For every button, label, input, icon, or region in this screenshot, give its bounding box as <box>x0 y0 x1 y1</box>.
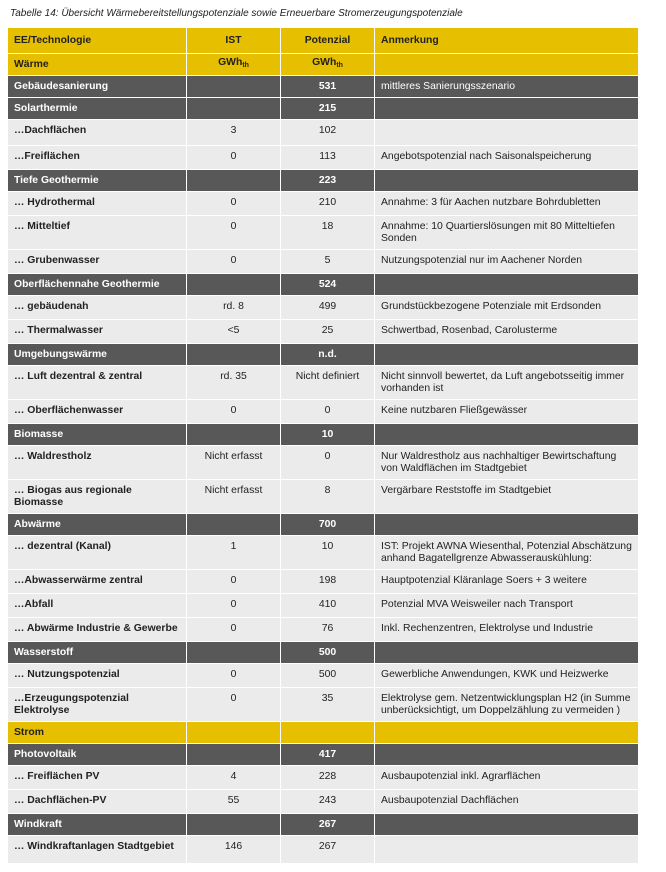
header-subrow <box>8 54 638 76</box>
cell-technology: …Dachflächen <box>8 120 186 146</box>
cell-potenzial: 215 <box>280 98 374 120</box>
potential-table <box>8 28 638 864</box>
table-row <box>8 570 638 594</box>
cell-anmerkung: mittleres Sanierungsszenario <box>374 76 638 98</box>
header-sub-waerme: Wärme <box>8 54 186 76</box>
cell-ist: 0 <box>186 594 280 618</box>
cell-technology: …Abwasserwärme zentral <box>8 570 186 594</box>
cell-technology: … Abwärme Industrie & Gewerbe <box>8 618 186 642</box>
table-row <box>8 192 638 216</box>
cell-anmerkung <box>374 120 638 146</box>
cell-potenzial: n.d. <box>280 344 374 366</box>
section-row <box>8 744 638 766</box>
cell-ist: <5 <box>186 320 280 344</box>
cell-anmerkung: Grundstückbezogene Potenziale mit Erdsonden <box>374 296 638 320</box>
cell-anmerkung: Annahme: 3 für Aachen nutzbare Bohrdubletten <box>374 192 638 216</box>
cell-ist: 0 <box>186 688 280 722</box>
cell-anmerkung <box>374 274 638 296</box>
cell-potenzial: 500 <box>280 642 374 664</box>
cell-anmerkung: Nur Waldrestholz aus nachhaltiger Bewirtschaftung von Waldflächen im Stadtgebiet <box>374 446 638 480</box>
table-row <box>8 320 638 344</box>
unit-base: GWh <box>218 57 243 68</box>
section-row <box>8 170 638 192</box>
cell-potenzial: 102 <box>280 120 374 146</box>
cell-ist: rd. 8 <box>186 296 280 320</box>
cell-technology: … Windkraftanlagen Stadtgebiet <box>8 836 186 864</box>
section-row <box>8 814 638 836</box>
cell-technology: … Hydrothermal <box>8 192 186 216</box>
cell-potenzial: 210 <box>280 192 374 216</box>
section-row <box>8 98 638 120</box>
cell-potenzial: 267 <box>280 836 374 864</box>
cell-potenzial: 500 <box>280 664 374 688</box>
cell-ist: rd. 35 <box>186 366 280 400</box>
cell-potenzial: 700 <box>280 514 374 536</box>
header-row <box>8 28 638 54</box>
cell-potenzial: 198 <box>280 570 374 594</box>
cell-ist: 55 <box>186 790 280 814</box>
cell-technology: … Nutzungspotenzial <box>8 664 186 688</box>
cell-ist <box>186 98 280 120</box>
cell-technology: … Thermalwasser <box>8 320 186 344</box>
cell-anmerkung: Elektrolyse gem. Netzentwicklungsplan H2 (in Summe unberücksichtigt, um Doppelzählung zu vermeiden ) <box>374 688 638 722</box>
unit-base: GWh <box>312 57 337 68</box>
cell-anmerkung <box>374 98 638 120</box>
cell-technology: Oberflächennahe Geothermie <box>8 274 186 296</box>
cell-anmerkung: Nutzungspotenzial nur im Aachener Norden <box>374 250 638 274</box>
cell-potenzial: 0 <box>280 400 374 424</box>
cell-ist: 0 <box>186 664 280 688</box>
cell-potenzial: 8 <box>280 480 374 514</box>
cell-potenzial: Nicht definiert <box>280 366 374 400</box>
table-row <box>8 688 638 722</box>
cell-ist: 0 <box>186 250 280 274</box>
cell-technology: …Abfall <box>8 594 186 618</box>
cell-ist <box>186 722 280 744</box>
cell-anmerkung: Angebotspotenzial nach Saisonalspeicherung <box>374 146 638 170</box>
cell-technology: Strom <box>8 722 186 744</box>
cell-ist <box>186 642 280 664</box>
cell-potenzial: 524 <box>280 274 374 296</box>
header-col-anmerkung: Anmerkung <box>374 28 638 54</box>
cell-technology: Biomasse <box>8 424 186 446</box>
section-row <box>8 344 638 366</box>
header-col-ist: IST <box>186 28 280 54</box>
cell-ist: Nicht erfasst <box>186 480 280 514</box>
cell-ist <box>186 344 280 366</box>
cell-anmerkung <box>374 170 638 192</box>
table-row <box>8 594 638 618</box>
cell-technology: … gebäudenah <box>8 296 186 320</box>
header-unit-ist <box>186 54 280 76</box>
cell-anmerkung: Schwertbad, Rosenbad, Carolusterme <box>374 320 638 344</box>
cell-potenzial: 18 <box>280 216 374 250</box>
header-col-technology: EE/Technologie <box>8 28 186 54</box>
cell-technology: Tiefe Geothermie <box>8 170 186 192</box>
table-row <box>8 536 638 570</box>
cell-technology: … Luft dezentral & zentral <box>8 366 186 400</box>
cell-anmerkung: Annahme: 10 Quartierslösungen mit 80 Mitteltiefen Sonden <box>374 216 638 250</box>
cell-potenzial: 499 <box>280 296 374 320</box>
cell-technology: … Grubenwasser <box>8 250 186 274</box>
cell-ist <box>186 170 280 192</box>
cell-technology: … Biogas aus regionale Biomasse <box>8 480 186 514</box>
table-caption: Tabelle 14: Übersicht Wärmebereitstellungspotenziale sowie Erneuerbare Stromerzeugungspotenziale <box>10 8 463 19</box>
cell-anmerkung <box>374 722 638 744</box>
cell-ist <box>186 424 280 446</box>
cell-technology: … dezentral (Kanal) <box>8 536 186 570</box>
cell-anmerkung <box>374 642 638 664</box>
section-row <box>8 722 638 744</box>
table-row <box>8 766 638 790</box>
cell-potenzial: 76 <box>280 618 374 642</box>
cell-anmerkung: Keine nutzbaren Fließgewässer <box>374 400 638 424</box>
cell-technology: Gebäudesanierung <box>8 76 186 98</box>
cell-ist: 146 <box>186 836 280 864</box>
cell-anmerkung <box>374 424 638 446</box>
cell-technology: Solarthermie <box>8 98 186 120</box>
cell-technology: Windkraft <box>8 814 186 836</box>
cell-ist <box>186 744 280 766</box>
cell-potenzial: 223 <box>280 170 374 192</box>
cell-technology: … Freiflächen PV <box>8 766 186 790</box>
cell-technology: … Dachflächen-PV <box>8 790 186 814</box>
table-row <box>8 480 638 514</box>
cell-anmerkung: Ausbaupotenzial inkl. Agrarflächen <box>374 766 638 790</box>
cell-ist: 0 <box>186 146 280 170</box>
table-row <box>8 400 638 424</box>
header-col-potenzial: Potenzial <box>280 28 374 54</box>
table-row <box>8 216 638 250</box>
cell-ist: 0 <box>186 618 280 642</box>
table-row <box>8 790 638 814</box>
table-row <box>8 250 638 274</box>
cell-anmerkung: Potenzial MVA Weisweiler nach Transport <box>374 594 638 618</box>
cell-anmerkung <box>374 514 638 536</box>
cell-potenzial: 243 <box>280 790 374 814</box>
cell-anmerkung: Gewerbliche Anwendungen, KWK und Heizwerke <box>374 664 638 688</box>
table-row <box>8 296 638 320</box>
cell-potenzial: 267 <box>280 814 374 836</box>
table-row <box>8 664 638 688</box>
cell-potenzial: 113 <box>280 146 374 170</box>
cell-potenzial: 25 <box>280 320 374 344</box>
cell-potenzial: 0 <box>280 446 374 480</box>
cell-potenzial: 531 <box>280 76 374 98</box>
unit-sub: th <box>336 62 343 69</box>
cell-ist <box>186 76 280 98</box>
cell-potenzial: 5 <box>280 250 374 274</box>
section-row <box>8 642 638 664</box>
table-row <box>8 446 638 480</box>
table-row <box>8 836 638 864</box>
cell-anmerkung: IST: Projekt AWNA Wiesenthal, Potenzial Abschätzung anhand Bagatellgrenze Abwasserauskühlung: <box>374 536 638 570</box>
table-row <box>8 120 638 146</box>
cell-technology: … Waldrestholz <box>8 446 186 480</box>
cell-technology: Wasserstoff <box>8 642 186 664</box>
cell-ist: 4 <box>186 766 280 790</box>
cell-ist <box>186 274 280 296</box>
cell-ist <box>186 814 280 836</box>
cell-ist: 1 <box>186 536 280 570</box>
cell-ist: 0 <box>186 192 280 216</box>
cell-ist: 3 <box>186 120 280 146</box>
cell-technology: …Erzeugungspotenzial Elektrolyse <box>8 688 186 722</box>
cell-potenzial: 228 <box>280 766 374 790</box>
cell-potenzial: 35 <box>280 688 374 722</box>
unit-sub: th <box>242 62 249 69</box>
cell-ist: 0 <box>186 400 280 424</box>
section-row <box>8 274 638 296</box>
table-row <box>8 366 638 400</box>
cell-technology: Abwärme <box>8 514 186 536</box>
cell-potenzial: 10 <box>280 536 374 570</box>
cell-potenzial <box>280 722 374 744</box>
cell-anmerkung: Ausbaupotenzial Dachflächen <box>374 790 638 814</box>
cell-ist <box>186 514 280 536</box>
cell-anmerkung: Nicht sinnvoll bewertet, da Luft angebotsseitig immer vorhanden ist <box>374 366 638 400</box>
cell-potenzial: 417 <box>280 744 374 766</box>
cell-potenzial: 410 <box>280 594 374 618</box>
cell-ist: 0 <box>186 570 280 594</box>
cell-technology: … Oberflächenwasser <box>8 400 186 424</box>
cell-potenzial: 10 <box>280 424 374 446</box>
table-row <box>8 146 638 170</box>
cell-ist: Nicht erfasst <box>186 446 280 480</box>
table-row <box>8 618 638 642</box>
section-row <box>8 514 638 536</box>
cell-technology: Umgebungswärme <box>8 344 186 366</box>
header-unit-potenzial <box>280 54 374 76</box>
cell-anmerkung: Vergärbare Reststoffe im Stadtgebiet <box>374 480 638 514</box>
cell-anmerkung <box>374 836 638 864</box>
cell-anmerkung <box>374 344 638 366</box>
cell-technology: …Freiflächen <box>8 146 186 170</box>
cell-technology: Photovoltaik <box>8 744 186 766</box>
table-body <box>8 28 638 864</box>
cell-anmerkung: Inkl. Rechenzentren, Elektrolyse und Industrie <box>374 618 638 642</box>
cell-anmerkung <box>374 814 638 836</box>
section-row <box>8 76 638 98</box>
cell-ist: 0 <box>186 216 280 250</box>
cell-technology: … Mitteltief <box>8 216 186 250</box>
section-row <box>8 424 638 446</box>
cell-anmerkung: Hauptpotenzial Kläranlage Soers + 3 weitere <box>374 570 638 594</box>
cell-anmerkung <box>374 744 638 766</box>
header-sub-empty <box>374 54 638 76</box>
